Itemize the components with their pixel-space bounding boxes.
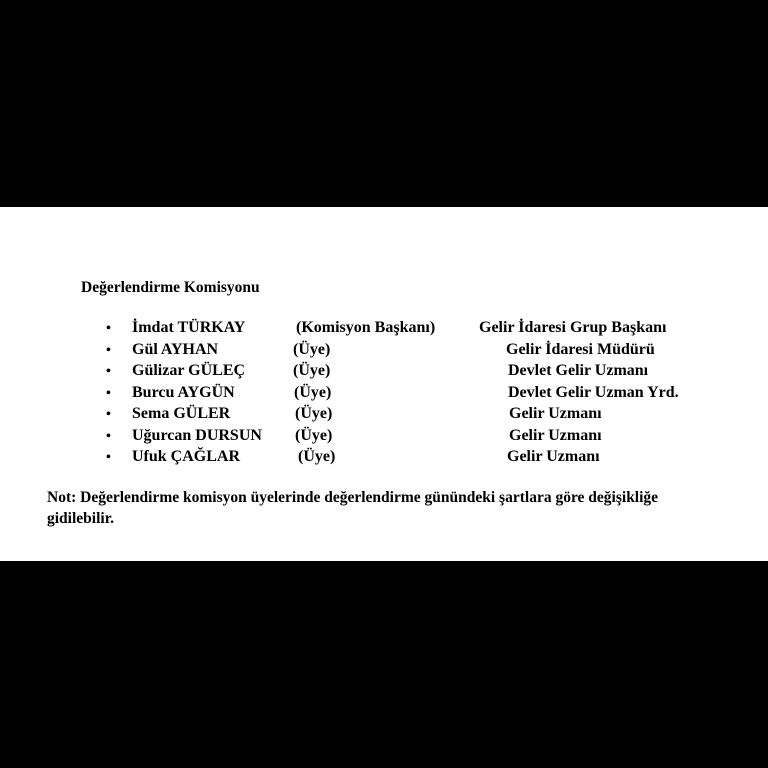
member-position: Gelir Uzmanı [509, 405, 602, 422]
member-name: İmdat TÜRKAY [132, 319, 246, 336]
member-name: Gülizar GÜLEÇ [132, 362, 246, 379]
member-name: Burcu AYGÜN [132, 384, 235, 401]
member-role: (Üye) [295, 405, 333, 422]
list-item [0, 342, 768, 362]
member-role: (Üye) [293, 362, 331, 379]
list-item [0, 406, 768, 426]
member-position: Gelir Uzmanı [509, 427, 602, 444]
bullet: • [106, 407, 111, 422]
member-role: (Komisyon Başkanı) [296, 319, 436, 336]
bullet: • [106, 343, 111, 358]
member-role: (Üye) [293, 341, 331, 358]
list-item [0, 449, 768, 469]
member-position: Devlet Gelir Uzman Yrd. [508, 384, 679, 401]
member-position: Gelir İdaresi Grup Başkanı [479, 319, 667, 336]
member-name: Sema GÜLER [132, 405, 231, 422]
member-position: Gelir Uzmanı [507, 448, 600, 465]
bullet: • [106, 450, 111, 465]
document-page [0, 207, 768, 561]
bullet: • [106, 386, 111, 401]
member-position: Devlet Gelir Uzmanı [508, 362, 649, 379]
member-position: Gelir İdaresi Müdürü [506, 341, 655, 358]
bullet: • [106, 321, 111, 336]
member-role: (Üye) [295, 427, 333, 444]
list-item [0, 385, 768, 405]
list-item [0, 320, 768, 340]
list-item [0, 428, 768, 448]
list-item [0, 363, 768, 383]
member-name: Gül AYHAN [132, 341, 219, 358]
member-role: (Üye) [298, 448, 336, 465]
document-title: Değerlendirme Komisyonu [81, 279, 260, 296]
member-name: Ufuk ÇAĞLAR [132, 448, 241, 465]
bullet: • [106, 364, 111, 379]
bullet: • [106, 429, 111, 444]
note-text: Not: Değerlendirme komisyon üyelerinde değerlendirme günündeki şartlara göre değişikliğe gidilebilir. [47, 489, 659, 527]
member-role: (Üye) [294, 384, 332, 401]
member-name: Uğurcan DURSUN [132, 427, 262, 444]
